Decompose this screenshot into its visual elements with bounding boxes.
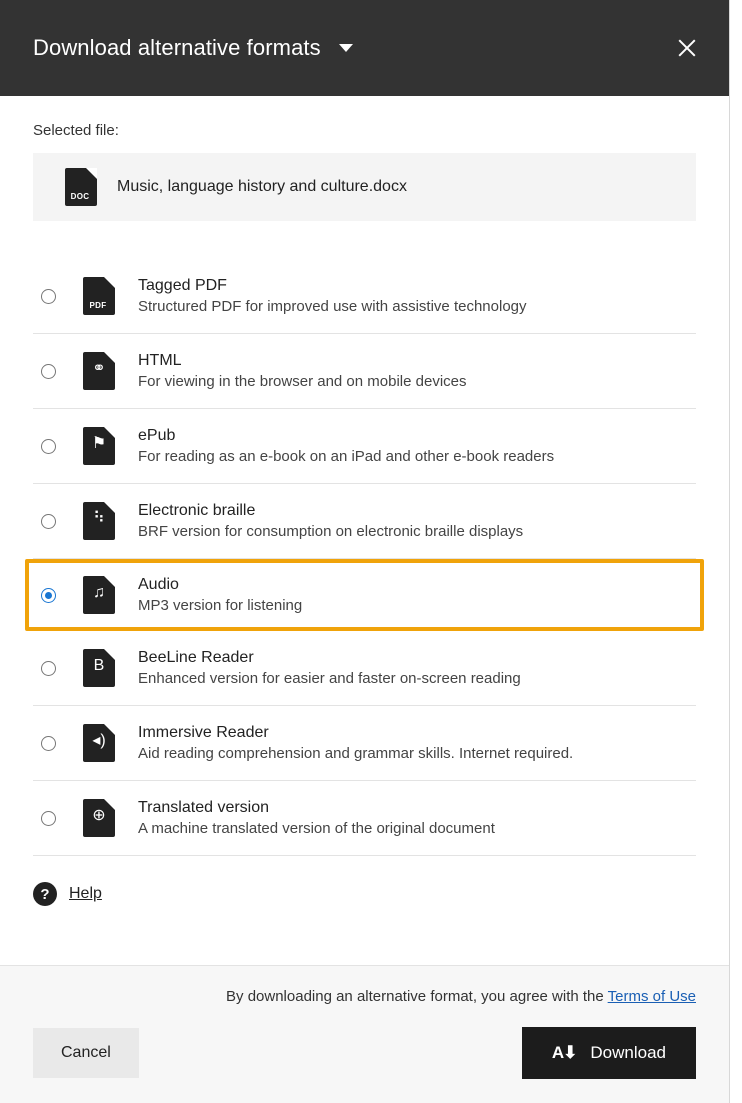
format-option-translated-version[interactable] xyxy=(33,781,696,856)
selected-file-card xyxy=(33,153,696,221)
selected-file-label: Selected file: xyxy=(33,122,119,139)
help-link[interactable]: Help xyxy=(69,885,102,902)
audio-file-icon xyxy=(83,576,115,614)
format-description: A machine translated version of the original document xyxy=(138,820,495,837)
format-options-list xyxy=(33,259,696,856)
epub-file-icon xyxy=(83,427,115,465)
beeline-file-icon-glyph: B xyxy=(93,657,105,674)
terms-text: By downloading an alternative format, you agree with the xyxy=(226,988,608,1005)
format-description: Structured PDF for improved use with assistive technology xyxy=(138,298,527,315)
format-title: Tagged PDF xyxy=(138,277,227,294)
dialog-title: Download alternative formats xyxy=(33,35,321,60)
format-title: Audio xyxy=(138,576,179,593)
chevron-down-icon[interactable] xyxy=(339,44,353,52)
beeline-file-icon xyxy=(83,649,115,687)
html-file-icon xyxy=(83,352,115,390)
radio-translated-version[interactable] xyxy=(41,811,56,826)
selected-file-name: Music, language history and culture.docx xyxy=(117,178,407,195)
font-download-icon: A⬇ xyxy=(551,1043,577,1062)
footer-buttons xyxy=(33,1027,696,1079)
format-option-text xyxy=(138,576,302,614)
format-title: ePub xyxy=(138,427,176,444)
format-title: Translated version xyxy=(138,799,270,816)
format-option-text xyxy=(138,649,521,687)
format-title: HTML xyxy=(138,352,182,369)
doc-file-icon xyxy=(65,168,97,206)
epub-file-icon-glyph: ⚑ xyxy=(91,435,107,452)
format-option-beeline-reader[interactable] xyxy=(33,631,696,706)
format-description: Aid reading comprehension and grammar skills. Internet required. xyxy=(138,745,574,762)
radio-tagged-pdf[interactable] xyxy=(41,289,56,304)
format-option-text xyxy=(138,799,495,837)
radio-immersive-reader[interactable] xyxy=(41,736,56,751)
format-title: Immersive Reader xyxy=(138,724,269,741)
format-option-text xyxy=(138,724,573,762)
dialog-header xyxy=(0,0,729,96)
braille-file-icon-glyph: ⠳ xyxy=(93,510,105,527)
immersive-reader-file-icon xyxy=(83,724,115,762)
braille-file-icon xyxy=(83,502,115,540)
radio-electronic-braille[interactable] xyxy=(41,514,56,529)
close-icon[interactable] xyxy=(667,28,707,68)
translate-file-icon xyxy=(83,799,115,837)
radio-beeline-reader[interactable] xyxy=(41,661,56,676)
download-button-label: Download xyxy=(590,1043,666,1062)
format-option-text xyxy=(138,277,527,315)
audio-file-icon-glyph: ♫ xyxy=(93,584,105,601)
download-button[interactable] xyxy=(522,1027,696,1079)
terms-of-use-link[interactable]: Terms of Use xyxy=(607,988,696,1005)
format-option-text xyxy=(138,352,467,390)
radio-html[interactable] xyxy=(41,364,56,379)
terms-notice xyxy=(33,988,696,1005)
format-description: Enhanced version for easier and faster on-screen reading xyxy=(138,670,521,687)
radio-audio[interactable] xyxy=(41,588,56,603)
translate-file-icon-glyph: ⊕ xyxy=(92,807,106,824)
dialog-footer xyxy=(0,965,729,1103)
format-option-immersive-reader[interactable] xyxy=(33,706,696,781)
question-mark-icon: ? xyxy=(33,882,57,906)
format-option-electronic-braille[interactable] xyxy=(33,484,696,559)
html-file-icon-glyph: ⚭ xyxy=(92,360,106,377)
radio-epub[interactable] xyxy=(41,439,56,454)
format-option-text xyxy=(138,427,554,465)
format-description: For reading as an e-book on an iPad and other e-book readers xyxy=(138,448,555,465)
help-row[interactable] xyxy=(33,882,696,906)
format-option-tagged-pdf[interactable] xyxy=(33,259,696,334)
format-option-epub[interactable] xyxy=(33,409,696,484)
format-option-html[interactable] xyxy=(33,334,696,409)
format-option-text xyxy=(138,502,523,540)
format-title: BeeLine Reader xyxy=(138,649,254,666)
doc-file-icon-tag: DOC xyxy=(70,192,90,201)
pdf-file-icon-tag: PDF xyxy=(89,301,107,310)
cancel-button[interactable]: Cancel xyxy=(33,1028,139,1078)
format-description: MP3 version for listening xyxy=(138,597,303,614)
page-background-strip xyxy=(730,0,742,1103)
immersive-reader-file-icon-glyph: ◂) xyxy=(92,732,106,749)
format-description: BRF version for consumption on electronic braille displays xyxy=(138,523,524,540)
dialog-body xyxy=(0,96,729,965)
format-title: Electronic braille xyxy=(138,502,256,519)
format-description: For viewing in the browser and on mobile devices xyxy=(138,373,467,390)
pdf-file-icon xyxy=(83,277,115,315)
format-option-audio[interactable] xyxy=(25,559,704,631)
